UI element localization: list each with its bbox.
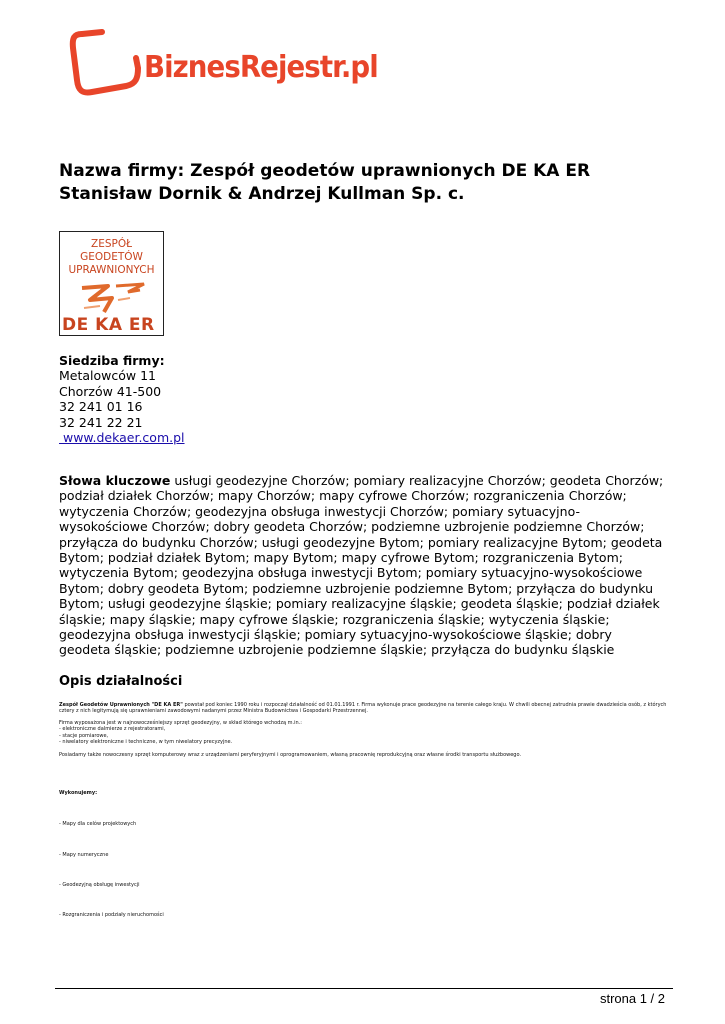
logo-wordmark: BiznesRejestr.pl [144,50,378,85]
company-logo-line-2: GEODETÓW [80,251,143,263]
seat-heading: Siedziba firmy: [59,353,165,368]
service-item: - Rozgraniczenia i podziały nieruchomości [59,912,164,918]
seat-street: Metalowców 11 [59,368,157,384]
company-logo-line-1: ZESPÓŁ [91,238,132,250]
title-line-2: Stanisław Dornik & Andrzej Kullman Sp. c. [59,184,465,204]
footer-divider [55,988,673,989]
equipment-block [59,720,669,745]
description-heading: Opis działalności [59,674,183,689]
site-logo [68,28,378,104]
service-item: - Mapy numeryczne [59,852,109,858]
website-link[interactable]: www.dekaer.com.pl [59,430,185,446]
seat-phone-2: 32 241 22 21 [59,414,143,430]
equipment-item: - niwelatory elektroniczne i techniczne, w tym niwelatory precyzyjne. [59,738,233,745]
company-seat [59,353,185,445]
description-intro-bold: Zespół Geodetów Uprawnionych "DE KA ER" [59,702,183,708]
service-item: - Mapy dla celów projektowych [59,821,137,827]
keywords-text: usługi geodezyjne Chorzów; pomiary realizacyjne Chorzów; geodeta Chorzów; podział działek Chorzów; mapy Chorzów; mapy cyfrowe Chorzów; rozgraniczenia Chorzów; wytyczenia Chorzów; geodezyjna obsługa inwestycji Chorzów; pomiary sytuacyjno-wysokościowe Chorzów; dobry geodeta Chorzów; podziemne uzbrojenie podziemne Chorzów; przyłącza do budynku Chorzów; usługi geodezyjne Bytom; pomiary realizacyjne Bytom; geodeta Bytom; podział działek Bytom; mapy Bytom; mapy cyfrowe Bytom; rozgraniczenia Bytom; wytyczenia Bytom; geodezyjna obsługa inwestycji Bytom; pomiary sytuacyjno-wysokościowe Bytom; dobry geodeta Bytom; podziemne uzbrojenie podziemne Bytom; przyłącza do budynku Bytom; usługi geodezyjne śląskie; pomiary realizacyjne śląskie; geodeta śląskie; podział działek śląskie; mapy śląskie; mapy cyfrowe śląskie; rozgraniczenia śląskie; wytyczenia śląskie; geodezyjna obsługa inwestycji śląskie; pomiary sytuacyjno-wysokościowe śląskie; dobry geodeta śląskie; podziemne uzbrojenie podziemne śląskie; przyłącza do budynku śląskie [59,473,664,658]
service-item: - Geodezyjną obsługę inwestycji [59,882,140,888]
title-line-1: Nazwa firmy: Zespół geodetów uprawnionych DE KA ER [59,161,591,181]
equipment-line: Firma wyposażona jest w najnowocześniejszy sprzęt geodezyjny, w skład którego wchodzą m.in.: [59,720,302,726]
logo-bubble-icon [68,28,148,104]
seat-city: Chorzów 41-500 [59,383,162,399]
company-logo-brand: DE KA ER [62,315,155,335]
keywords-section [59,473,665,658]
description-intro [59,702,669,715]
services-heading: Wykonujemy: [59,790,98,796]
company-logo-line-3: UPRAWNIONYCH [68,264,155,276]
page-title [59,160,679,206]
keywords-label: Słowa kluczowe [59,473,171,488]
computer-line: Posiadamy także nowoczesny sprzęt komputerowy wraz z urządzeniami peryferyjnymi i oprogramowaniem, własną pracownię reprodukcyjną oraz własne środki transportu służbowego. [59,752,522,758]
description-intro-text: powstał pod koniec 1990 roku i rozpoczął działalność od 01.01.1991 r. Firma wykonuje prace geodezyjne na terenie całego kraju. W chwili obecnej zatrudnia prawie dwadzieścia osób, z których cztery z nich legitymują się uprawnieniami zawodowymi nadanymi przez Ministra Budownictwa i Gospodarki Przestrzennej. [59,702,667,715]
page-number: strona 1 / 2 [599,991,665,1006]
equipment-item: - stacje pomiarowe, [59,732,109,739]
company-emblem-icon [60,280,163,320]
company-logo [59,231,164,336]
seat-phone-1: 32 241 01 16 [59,399,143,415]
equipment-item: - elektroniczne dalmierze z rejestratorami, [59,726,166,733]
